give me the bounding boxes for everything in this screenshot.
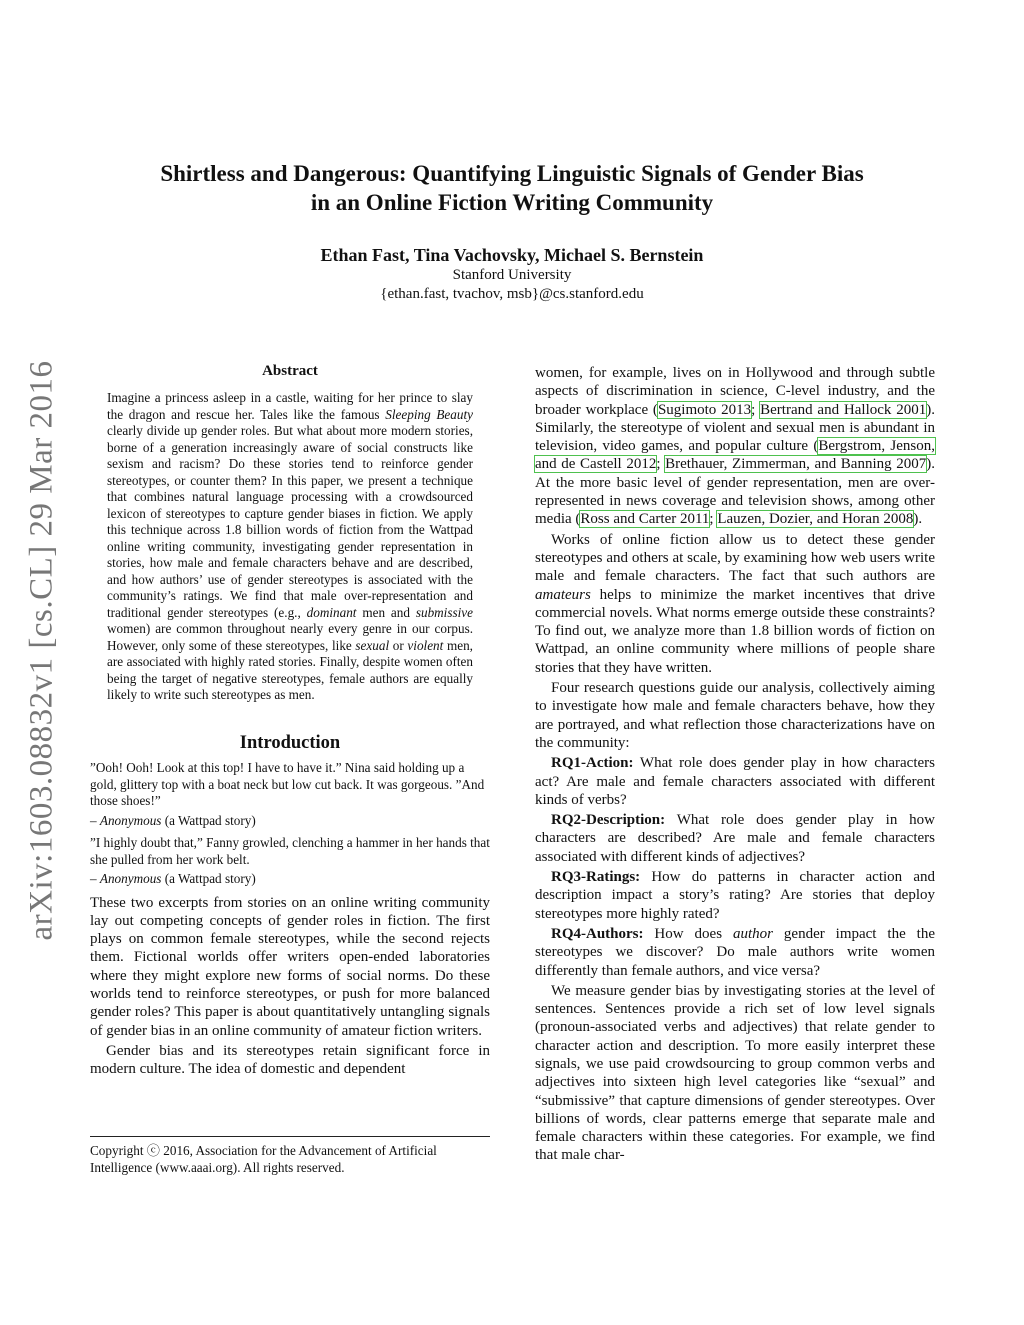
rq1-label: RQ1-Action: bbox=[551, 755, 634, 772]
copyright-footnote bbox=[90, 1136, 490, 1176]
abstract-em-4: sexual bbox=[355, 637, 390, 653]
rq4-emphasis: author bbox=[732, 925, 773, 942]
body-paragraph-3: Four research questions guide our analysis, collectively aiming to investigate how male and female characters behave, how they are portrayed, and what reflection those characterizations have on the community: bbox=[535, 680, 935, 751]
citation-separator: ; bbox=[656, 456, 666, 473]
citation-separator: ; bbox=[751, 401, 761, 418]
author-list: Ethan Fast, Tina Vachovsky, Michael S. Bernstein bbox=[320, 245, 704, 265]
abstract-em-2: dominant bbox=[306, 604, 357, 620]
rq1-text: What role does gender play in how characters act? Are male and female characters associated with different kinds of verbs? bbox=[535, 755, 935, 808]
p1-text-a: women, for example, lives on in Hollywood and through subtle aspects of discrimination in science, C-level industry, and the broader workplace ( bbox=[535, 365, 935, 418]
attribution-dash: – bbox=[90, 871, 100, 887]
research-question-4 bbox=[535, 925, 935, 980]
attribution-source: (a Wattpad story) bbox=[161, 871, 256, 887]
title-line-1: Shirtless and Dangerous: Quantifying Linguistic Signals of Gender Bias bbox=[160, 161, 864, 186]
epigraph-attribution-1 bbox=[90, 813, 490, 830]
research-question-2 bbox=[535, 811, 935, 866]
citation-link[interactable]: Brethauer, Zimmerman, and Banning 2007 bbox=[665, 456, 927, 473]
citation-link[interactable]: Lauzen, Dozier, and Horan 2008 bbox=[717, 511, 914, 528]
abstract-heading: Abstract bbox=[262, 363, 318, 379]
author-emails: {ethan.fast, tvachov, msb}@cs.stanford.edu bbox=[380, 286, 644, 302]
arxiv-sidebar bbox=[20, 350, 64, 950]
attribution-dash: – bbox=[90, 812, 100, 828]
affiliation: Stanford University bbox=[452, 267, 572, 283]
right-column bbox=[535, 364, 935, 1165]
rq4-text-a: How does bbox=[643, 925, 733, 942]
abstract-em-5: violent bbox=[407, 637, 444, 653]
rq4-label: RQ4-Authors: bbox=[551, 925, 644, 942]
left-column bbox=[90, 362, 490, 1079]
rq3-label: RQ3-Ratings: bbox=[551, 869, 641, 886]
research-question-3 bbox=[535, 868, 935, 923]
p2-text-b: helps to minimize the market incentives that drive commercial novels. What norms emerge outside these constraints? To find out, we analyze more than 1.8 billion words of fiction on Wattpad, an online community where millions of people share stories that they have written. bbox=[535, 586, 935, 676]
p1-text-c: ). At the more basic level of gender representation, men are over-represented in news coverage and television shows, among other media ( bbox=[535, 456, 936, 528]
copyright-text bbox=[90, 1143, 490, 1176]
abstract-text-5: or bbox=[389, 637, 408, 653]
epigraph-attribution-2 bbox=[90, 871, 490, 888]
rq3-text: How do patterns in character action and description impact a story’s rating? Are stories that deploy stereotypes more highly rated? bbox=[535, 869, 935, 922]
citation-link[interactable]: Sugimoto 2013 bbox=[657, 401, 752, 418]
body-paragraph-4: We measure gender bias by investigating stories at the level of sentences. Sentences provide a rich set of low level signals (pronoun-associated verbs and adjectives) that relate gender to character action and description. To more easily interpret these signals, we use paid crowdsourcing to group common verbs and adjectives into sixteen high level categories like “sexual” and “submissive” that capture dimensions of gender stereotypes. Over billions of words, clear patterns emerge that separate male and female characters within these categories. For example, we find that male char- bbox=[535, 982, 935, 1164]
abstract-em-3: submissive bbox=[415, 604, 473, 620]
attribution-source: (a Wattpad story) bbox=[161, 812, 256, 828]
copyright-symbol-icon: ⓒ bbox=[146, 1143, 160, 1158]
abstract-text-3: men and bbox=[356, 604, 416, 620]
epigraph-quote-2: ”I highly doubt that,” Fanny growled, clenching a hammer in her hands that she pulled from her work belt. bbox=[90, 835, 490, 867]
p2-text-a: Works of online fiction allow us to detect these gender stereotypes and others at scale, by examining how web users write male and female characters. The fact that such authors are bbox=[535, 531, 935, 585]
rq4-text-b: gender impact the the stereotypes we discover? Do male authors write women differently than female authors, and vice versa? bbox=[535, 925, 935, 979]
abstract-body bbox=[107, 390, 473, 704]
paper-title bbox=[120, 159, 904, 217]
citation-link[interactable]: Bertrand and Hallock 2001 bbox=[760, 401, 927, 418]
research-question-1 bbox=[535, 754, 935, 809]
copyright-suffix: 2016, Association for the Advancement of Artificial Intelligence (www.aaai.org). All rights reserved. bbox=[90, 1143, 437, 1175]
copyright-prefix: Copyright bbox=[90, 1143, 147, 1158]
p1-text-d: ). bbox=[913, 511, 923, 528]
citation-link[interactable]: Ross and Carter 2011 bbox=[580, 511, 710, 528]
citation-separator: ; bbox=[709, 511, 718, 528]
intro-paragraph-1: These two excerpts from stories on an online writing community lay out competing concepts of gender roles in fiction. The first plays on common female stereotypes, while the second rejects them. Fictional worlds offer writers open-ended laboratories where they might explore new forms of social norms. Do these worlds tend to reinforce stereotypes, or push for more balanced gender roles? This paper is about quantitatively untangling signals of gender bias in an online community of amateur fiction writers. bbox=[90, 894, 490, 1039]
abstract-text-2: clearly divide up gender roles. But what about more modern stories, borne of a generation increasingly aware of social constructs like sexism and racism? Do these stories tend to reinforce gender stereotypes, or counter them? In this paper, we present a technique that combines natural language processing with a crowdsourced lexicon of stereotypes to capture gender biases in fiction. We apply this technique across 1.8 billion words of fiction from the Wattpad online writing community, investigating gender representation in stories, how male and female characters behave and are described, and how authors’ use of gender stereotypes is associated with the community’s ratings. We find that male over-representation and traditional gender stereotypes (e.g., bbox=[107, 423, 473, 620]
epigraph-quote-1: ”Ooh! Ooh! Look at this top! I have to have it.” Nina said holding up a gold, glittery top with a boat neck but low cut back. It was gorgeous. ”And those shoes!” bbox=[90, 760, 485, 809]
arxiv-identifier[interactable]: arXiv:1603.08832v1 [cs.CL] 29 Mar 2016 bbox=[23, 360, 60, 940]
rq2-text: What role does gender play in how characters are described? Are male and female characters associated with different kinds of adjectives? bbox=[535, 812, 935, 865]
citation-link[interactable]: Bergstrom, Jenson, and de Castell 2012 bbox=[535, 438, 936, 473]
abstract-text-6: men, are associated with highly rated stories. Finally, despite women often being the target of negative stereotypes, female authors are equally likely to write such stereotypes as men. bbox=[107, 637, 473, 703]
title-line-2: in an Online Fiction Writing Community bbox=[310, 190, 714, 215]
abstract-text-4: women) are common throughout nearly every genre in our corpus. However, only some of these stereotypes, like bbox=[107, 621, 473, 653]
attribution-author: Anonymous bbox=[99, 812, 162, 828]
abstract-text-1: Imagine a princess asleep in a castle, waiting for her prince to slay the dragon and rescue her. Tales like the famous bbox=[107, 390, 473, 422]
rq2-label: RQ2-Description: bbox=[551, 812, 666, 829]
introduction-heading: Introduction bbox=[239, 732, 341, 753]
body-paragraph-2 bbox=[535, 531, 935, 677]
attribution-author: Anonymous bbox=[99, 871, 162, 887]
p2-emphasis: amateurs bbox=[535, 586, 591, 603]
p1-text-b: ). Similarly, the stereotype of violent and sexual men is abundant in television, video games, and popular culture ( bbox=[535, 401, 935, 455]
abstract-em-1: Sleeping Beauty bbox=[385, 406, 473, 422]
body-paragraph-1 bbox=[535, 364, 935, 529]
intro-paragraph-2: Gender bias and its stereotypes retain significant force in modern culture. The idea of domestic and dependent bbox=[90, 1042, 490, 1078]
